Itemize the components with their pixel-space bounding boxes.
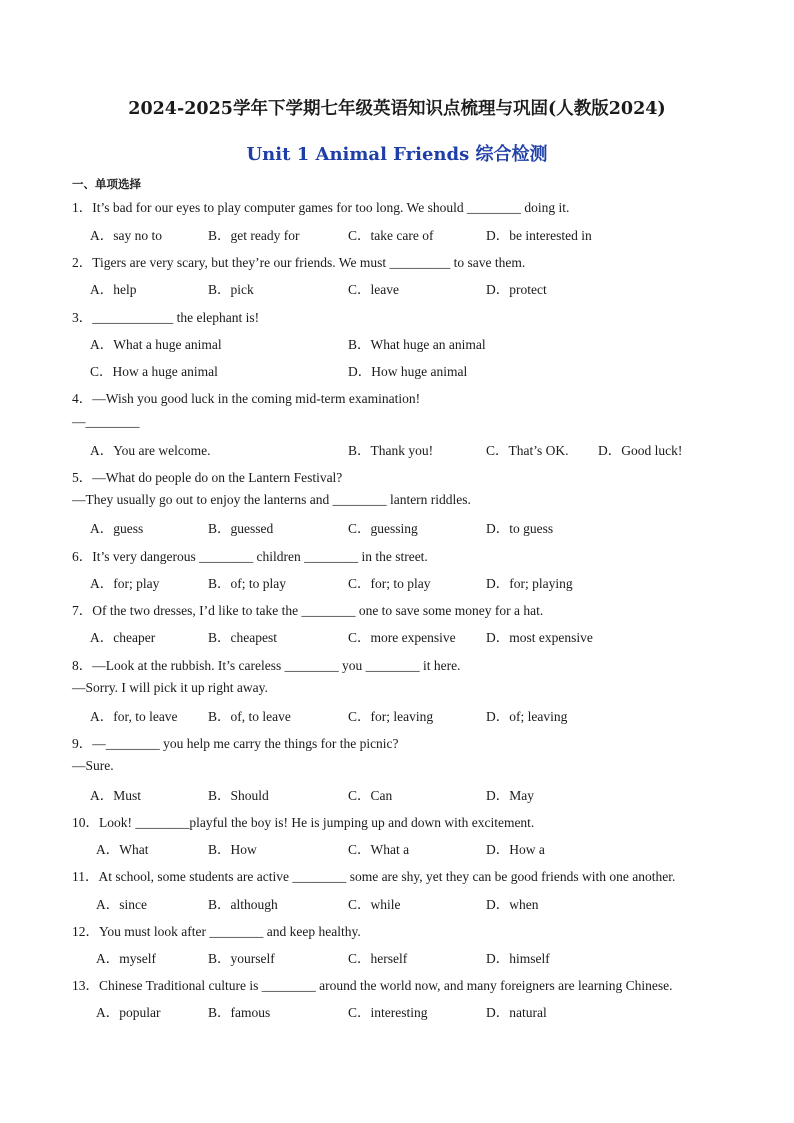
answer-option[interactable]: C．How a huge animal [90, 364, 218, 379]
answer-option[interactable]: C．while [348, 897, 401, 912]
answer-option[interactable]: B．Should [208, 788, 269, 803]
answer-option[interactable]: B．of; to play [208, 576, 286, 591]
answer-option[interactable]: A．You are welcome. [90, 443, 211, 458]
answer-option[interactable]: D．Good luck! [598, 443, 683, 458]
question-stem: 4．—Wish you good luck in the coming mid-term examination! [72, 391, 421, 406]
answer-option[interactable]: C．What a [348, 842, 410, 857]
answer-option[interactable]: C．herself [348, 951, 408, 966]
answer-option[interactable]: A．What a huge animal [90, 337, 222, 352]
answer-option[interactable]: D．to guess [486, 521, 554, 536]
answer-option[interactable]: B．get ready for [208, 228, 300, 243]
answer-option[interactable]: A．popular [96, 1005, 161, 1020]
answer-option[interactable]: C．interesting [348, 1005, 428, 1020]
answer-option[interactable]: A．for, to leave [90, 709, 178, 724]
answer-option[interactable]: D．himself [486, 951, 550, 966]
question-dialogue-line: —Sure. [72, 758, 114, 773]
answer-option[interactable]: D．natural [486, 1005, 547, 1020]
answer-option[interactable]: C．That’s OK. [486, 443, 569, 458]
answer-option[interactable]: D．for; playing [486, 576, 573, 591]
answer-option[interactable]: D．most expensive [486, 630, 593, 645]
question-dialogue-line: —They usually go out to enjoy the lanterns and ________ lantern riddles. [72, 492, 471, 507]
question-dialogue-line: —________ [72, 414, 140, 429]
question-stem: 11．At school, some students are active ________ some are shy, yet they can be good friends with one another. [72, 869, 676, 884]
answer-option[interactable]: B．of, to leave [208, 709, 291, 724]
answer-option[interactable]: A．Must [90, 788, 142, 803]
unit-subtitle: Unit 1 Animal Friends 综合检测 [246, 144, 548, 165]
question-stem: 5．—What do people do on the Lantern Festival? [72, 470, 343, 485]
answer-option[interactable]: B．How [208, 842, 257, 857]
answer-option[interactable]: A．since [96, 897, 147, 912]
page-title: 2024-2025学年下学期七年级英语知识点梳理与巩固(人教版2024) [128, 99, 666, 119]
answer-option[interactable]: A．say no to [90, 228, 162, 243]
answer-option[interactable]: B．although [208, 897, 278, 912]
answer-option[interactable]: D．How a [486, 842, 545, 857]
answer-option[interactable]: A．myself [96, 951, 156, 966]
question-stem: 3．____________ the elephant is! [72, 310, 260, 325]
question-stem: 13．Chinese Traditional culture is ________ around the world now, and many foreigners are learning Chinese. [72, 978, 673, 993]
answer-option[interactable]: C．more expensive [348, 630, 456, 645]
answer-option[interactable]: D．May [486, 788, 534, 803]
question-stem: 12．You must look after ________ and keep healthy. [72, 924, 361, 939]
answer-option[interactable]: D．of; leaving [486, 709, 568, 724]
question-stem: 2．Tigers are very scary, but they’re our friends. We must _________ to save them. [72, 255, 526, 270]
question-stem: 9．—________ you help me carry the things for the picnic? [72, 736, 399, 751]
answer-option[interactable]: A．help [90, 282, 137, 297]
answer-option[interactable]: B．What huge an animal [348, 337, 486, 352]
answer-option[interactable]: D．when [486, 897, 539, 912]
question-stem: 10．Look! ________playful the boy is! He is jumping up and down with excitement. [72, 815, 535, 830]
question-dialogue-line: —Sorry. I will pick it up right away. [72, 680, 268, 695]
question-stem: 1．It’s bad for our eyes to play computer games for too long. We should ________ doing it. [72, 200, 570, 215]
answer-option[interactable]: C．guessing [348, 521, 418, 536]
question-stem: 6．It’s very dangerous ________ children ________ in the street. [72, 549, 428, 564]
question-stem: 8．—Look at the rubbish. It’s careless ________ you ________ it here. [72, 658, 461, 673]
answer-option[interactable]: B．cheapest [208, 630, 277, 645]
answer-option[interactable]: B．yourself [208, 951, 275, 966]
answer-option[interactable]: A．for; play [90, 576, 160, 591]
answer-option[interactable]: A．guess [90, 521, 144, 536]
answer-option[interactable]: D．How huge animal [348, 364, 468, 379]
answer-option[interactable]: C．Can [348, 788, 393, 803]
answer-option[interactable]: C．for; to play [348, 576, 431, 591]
section-heading: 一、单项选择 [72, 177, 141, 191]
question-stem: 7．Of the two dresses, I’d like to take the ________ one to save some money for a hat. [72, 603, 544, 618]
answer-option[interactable]: A．What [96, 842, 149, 857]
answer-option[interactable]: B．pick [208, 282, 254, 297]
answer-option[interactable]: B．guessed [208, 521, 274, 536]
answer-option[interactable]: C．take care of [348, 228, 434, 243]
answer-option[interactable]: C．for; leaving [348, 709, 434, 724]
answer-option[interactable]: D．be interested in [486, 228, 592, 243]
answer-option[interactable]: A．cheaper [90, 630, 156, 645]
answer-option[interactable]: D．protect [486, 282, 547, 297]
answer-option[interactable]: C．leave [348, 282, 399, 297]
answer-option[interactable]: B．famous [208, 1005, 271, 1020]
answer-option[interactable]: B．Thank you! [348, 443, 434, 458]
